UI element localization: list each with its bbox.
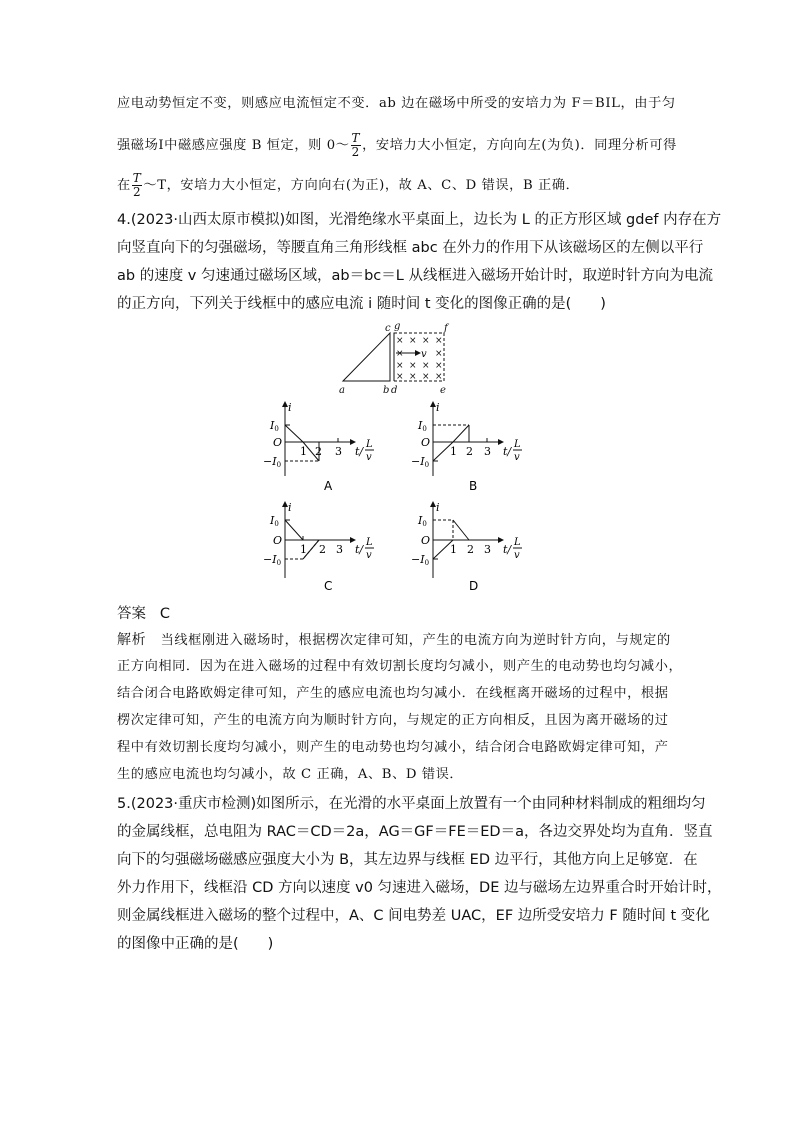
analysis-line-6: 生的感应电流也均匀减小，故 C 正确，A、B、D 错误．	[117, 767, 464, 782]
svg-text:3: 3	[335, 445, 342, 458]
svg-text:×: ×	[396, 372, 404, 382]
option-A-label: A	[324, 479, 333, 493]
svg-text:I0: I0	[270, 514, 279, 528]
svg-text:−I0: −I0	[411, 553, 430, 567]
q5-line-2: 的金属线框，总电阻为 RAC＝CD＝2a，AG＝GF＝FE＝ED＝a，各边交界处均为直角．竖直	[117, 824, 713, 840]
prev-solution-line-2a: 强磁场Ⅰ中磁感应强度 B 恒定，则 0～	[117, 138, 350, 153]
svg-text:3: 3	[484, 543, 491, 556]
svg-text:e: e	[440, 385, 446, 396]
svg-text:×: ×	[396, 361, 404, 371]
field-crosses	[396, 336, 443, 382]
option-B-label: B	[469, 479, 478, 493]
svg-text:i: i	[288, 401, 292, 414]
answer-line	[117, 604, 170, 624]
svg-text:L: L	[514, 537, 521, 548]
svg-text:1: 1	[300, 445, 307, 458]
prev-solution-line-1: 应电动势恒定不变，则感应电流恒定不变．ab 边在磁场中所受的安培力为 F＝BIL，由于匀	[117, 96, 676, 111]
svg-text:i: i	[436, 501, 440, 514]
svg-text:×: ×	[435, 336, 443, 346]
svg-text:×: ×	[396, 349, 404, 359]
svg-text:2: 2	[467, 543, 474, 556]
q5-line-6: 的图像中正确的是( )	[117, 936, 274, 952]
prev-solution-line-3a: 在	[117, 178, 131, 193]
option-C-label: C	[324, 579, 333, 593]
q5-line-1: 5.(2023·重庆市检测)如图所示，在光滑的水平桌面上放置有一个由同种材料制成的粗细均匀	[117, 796, 706, 812]
svg-text:L: L	[514, 439, 521, 450]
svg-text:−I0: −I0	[263, 553, 282, 567]
svg-text:×: ×	[409, 336, 417, 346]
prev-solution-line-2b: ，安培力大小恒定，方向向左(为负)．同理分析可得	[362, 138, 677, 153]
svg-text:2: 2	[315, 445, 322, 458]
svg-text:×: ×	[435, 372, 443, 382]
svg-text:3: 3	[484, 445, 491, 458]
svg-text:t/: t/	[503, 445, 512, 458]
graph-D	[411, 501, 522, 593]
svg-text:O: O	[421, 436, 431, 449]
answer-label: 答案	[117, 606, 146, 622]
analysis-line-3: 结合闭合电路欧姆定律可知，产生的感应电流也均匀减小．在线框离开磁场的过程中，根据	[117, 686, 669, 701]
fraction-T-over-2-b: $\frac{T}{2}$	[132, 171, 142, 199]
svg-text:×: ×	[396, 336, 404, 346]
svg-text:v: v	[514, 452, 520, 463]
svg-text:L: L	[366, 537, 373, 548]
analysis-label: 解析	[117, 632, 147, 648]
svg-text:d: d	[391, 385, 398, 396]
svg-text:1: 1	[450, 445, 457, 458]
svg-text:×: ×	[435, 361, 443, 371]
analysis-line-1: 解析 当线框刚进入磁场时，根据楞次定律可知，产生的电流方向为逆时针方向，与规定的	[117, 632, 671, 648]
svg-text:I0: I0	[418, 514, 427, 528]
q5-line-3: 向下的匀强磁场磁感应强度大小为 B，其左边界与线框 ED 边平行，其他方向上足够宽．在	[117, 852, 698, 868]
svg-text:t/: t/	[355, 543, 364, 556]
graph-A	[263, 401, 374, 493]
q5-line-4: 外力作用下，线框沿 CD 方向以速度 v0 匀速进入磁场，DE 边与磁场左边界重合时开始计时，	[117, 880, 722, 896]
svg-text:f: f	[444, 323, 448, 334]
svg-text:×: ×	[435, 349, 443, 359]
svg-text:I0: I0	[418, 419, 427, 433]
velocity-label: v	[421, 349, 427, 360]
svg-text:1: 1	[450, 543, 457, 556]
q5-line-5: 则金属线框进入磁场的整个过程中，A、C 间电势差 UAC，EF 边所受安培力 F 随时间 t 变化	[117, 908, 710, 924]
main-figure	[339, 321, 450, 396]
q4-line-1: 4.(2023·山西太原市模拟)如图，光滑绝缘水平桌面上，边长为 L 的正方形区域 gdef 内存在方	[117, 212, 722, 228]
answer-value: C	[159, 606, 170, 622]
svg-text:c: c	[385, 323, 391, 334]
svg-text:L: L	[366, 439, 373, 450]
svg-text:i: i	[436, 401, 440, 414]
graph-C	[263, 501, 374, 593]
svg-text:t/: t/	[355, 445, 364, 458]
triangle-abc	[343, 333, 390, 381]
svg-text:i: i	[288, 501, 292, 514]
svg-text:−I0: −I0	[411, 455, 430, 469]
svg-text:a: a	[339, 385, 345, 396]
svg-text:v: v	[366, 550, 372, 561]
analysis-line-2: 正方向相同．因为在进入磁场的过程中有效切割长度均匀减小，则产生的电动势也均匀减小，	[117, 659, 683, 674]
q4-line-4: 的正方向，下列关于线框中的感应电流 i 随时间 t 变化的图像正确的是( )	[117, 296, 606, 312]
svg-text:×: ×	[409, 372, 417, 382]
graph-B	[411, 401, 522, 493]
svg-text:×: ×	[409, 361, 417, 371]
svg-text:t/: t/	[503, 543, 512, 556]
prev-solution-line-3b: ～T，安培力大小恒定，方向向右(为正)，故 A、C、D 错误，B 正确．	[143, 178, 580, 193]
svg-text:×: ×	[422, 372, 430, 382]
svg-text:3: 3	[336, 543, 343, 556]
svg-text:O: O	[421, 534, 431, 547]
q4-line-3: ab 的速度 v 匀速通过磁场区域，ab＝bc＝L 从线框进入磁场开始计时，取逆时针方向为电流	[117, 268, 713, 284]
svg-text:O: O	[273, 534, 283, 547]
svg-text:2: 2	[319, 543, 326, 556]
svg-text:1: 1	[300, 543, 307, 556]
fraction-T-over-2: $\frac{T}{2}$	[351, 131, 361, 159]
svg-text:2: 2	[466, 445, 473, 458]
svg-text:b: b	[383, 385, 390, 396]
svg-text:O: O	[273, 436, 283, 449]
svg-text:I0: I0	[270, 419, 279, 433]
analysis-line-4: 楞次定律可知，产生的电流方向为顺时针方向，与规定的正方向相反，且因为离开磁场的过	[117, 713, 669, 728]
svg-text:×: ×	[422, 336, 430, 346]
q4-line-2: 向竖直向下的匀强磁场，等腰直角三角形线框 abc 在外力的作用下从该磁场区的左侧以平行	[117, 240, 704, 256]
svg-text:×: ×	[422, 361, 430, 371]
svg-text:v: v	[366, 452, 372, 463]
analysis-line-5: 程中有效切割长度均匀减小，则产生的电动势也均匀减小，结合闭合电路欧姆定律可知，产	[117, 740, 669, 755]
svg-text:g: g	[394, 321, 401, 332]
option-D-label: D	[469, 579, 479, 593]
svg-text:v: v	[514, 550, 520, 561]
svg-text:−I0: −I0	[263, 455, 282, 469]
